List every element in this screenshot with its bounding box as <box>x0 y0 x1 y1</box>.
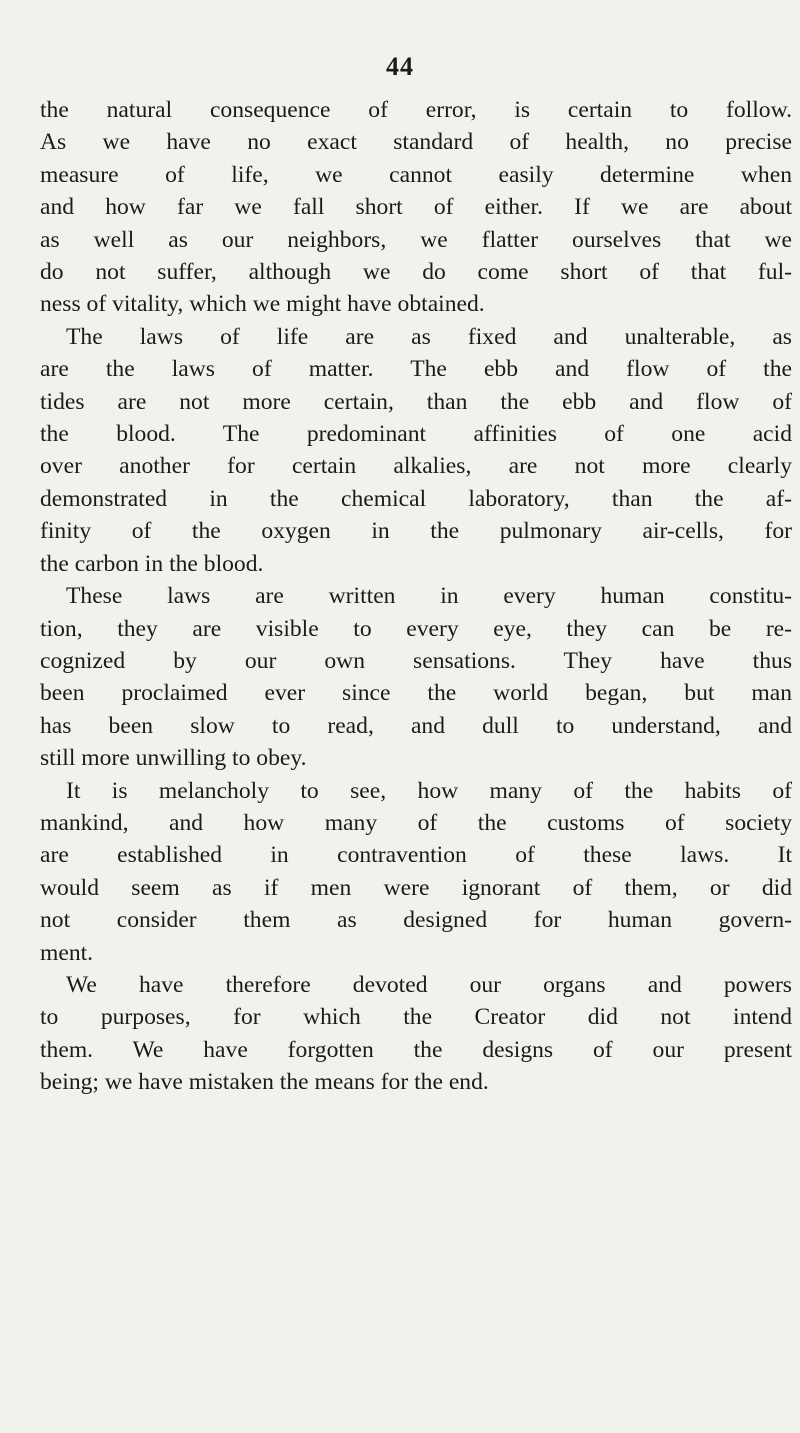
paragraph <box>40 969 792 1099</box>
text-line: We have therefore devoted our organs and powers <box>66 971 792 998</box>
text-line: do not suffer, although we do come short of that ful- <box>40 259 792 286</box>
text-line: cognized by our own sensations. They have thus <box>40 647 792 674</box>
text-line: tides are not more certain, than the ebb and flow of <box>40 388 792 415</box>
text-line: over another for certain alkalies, are not more clearly <box>40 453 792 480</box>
text-line: finity of the oxygen in the pulmonary air-cells, for <box>40 518 792 545</box>
paragraph <box>40 321 792 580</box>
text-line: and how far we fall short of either. If we are about <box>40 194 792 221</box>
text-line: It is melancholy to see, how many of the habits of <box>66 777 792 804</box>
text-line: The laws of life are as fixed and unalterable, as <box>66 323 792 350</box>
paragraph <box>40 775 792 969</box>
text-line: to purposes, for which the Creator did not intend <box>40 1004 792 1031</box>
text-line: them. We have forgotten the designs of our present <box>40 1036 792 1063</box>
text-line: would seem as if men were ignorant of them, or did <box>40 874 792 901</box>
text-line: are the laws of matter. The ebb and flow of the <box>40 356 792 383</box>
page-number: 44 <box>386 52 414 81</box>
paragraph <box>40 580 792 774</box>
text-line: been proclaimed ever since the world began, but man <box>40 680 792 707</box>
text-line: not consider them as designed for human govern- <box>40 907 792 934</box>
text-line: as well as our neighbors, we flatter ourselves that we <box>40 226 792 253</box>
text-line: As we have no exact standard of health, no precise <box>40 129 792 156</box>
text-line: tion, they are visible to every eye, they can be re- <box>40 615 792 642</box>
text-line: ment. <box>40 939 94 966</box>
text-line: measure of life, we cannot easily determine when <box>40 161 792 188</box>
text-line: demonstrated in the chemical laboratory, than the af- <box>40 485 792 512</box>
text-line: has been slow to read, and dull to understand, and <box>40 712 792 739</box>
text-line: being; we have mistaken the means for the end. <box>40 1069 489 1096</box>
text-line: the carbon in the blood. <box>40 550 264 577</box>
text-line: the blood. The predominant affinities of one acid <box>40 421 792 448</box>
text-line: the natural consequence of error, is certain to follow. <box>40 97 792 123</box>
text-line: still more unwilling to obey. <box>40 745 307 772</box>
paragraph <box>40 94 792 321</box>
text-line: ness of vitality, which we might have obtained. <box>40 291 485 318</box>
text-line: These laws are written in every human constitu- <box>66 583 792 610</box>
body-text <box>40 94 792 1099</box>
text-line: are established in contravention of these laws. It <box>40 842 792 869</box>
text-line: mankind, and how many of the customs of society <box>40 809 792 836</box>
